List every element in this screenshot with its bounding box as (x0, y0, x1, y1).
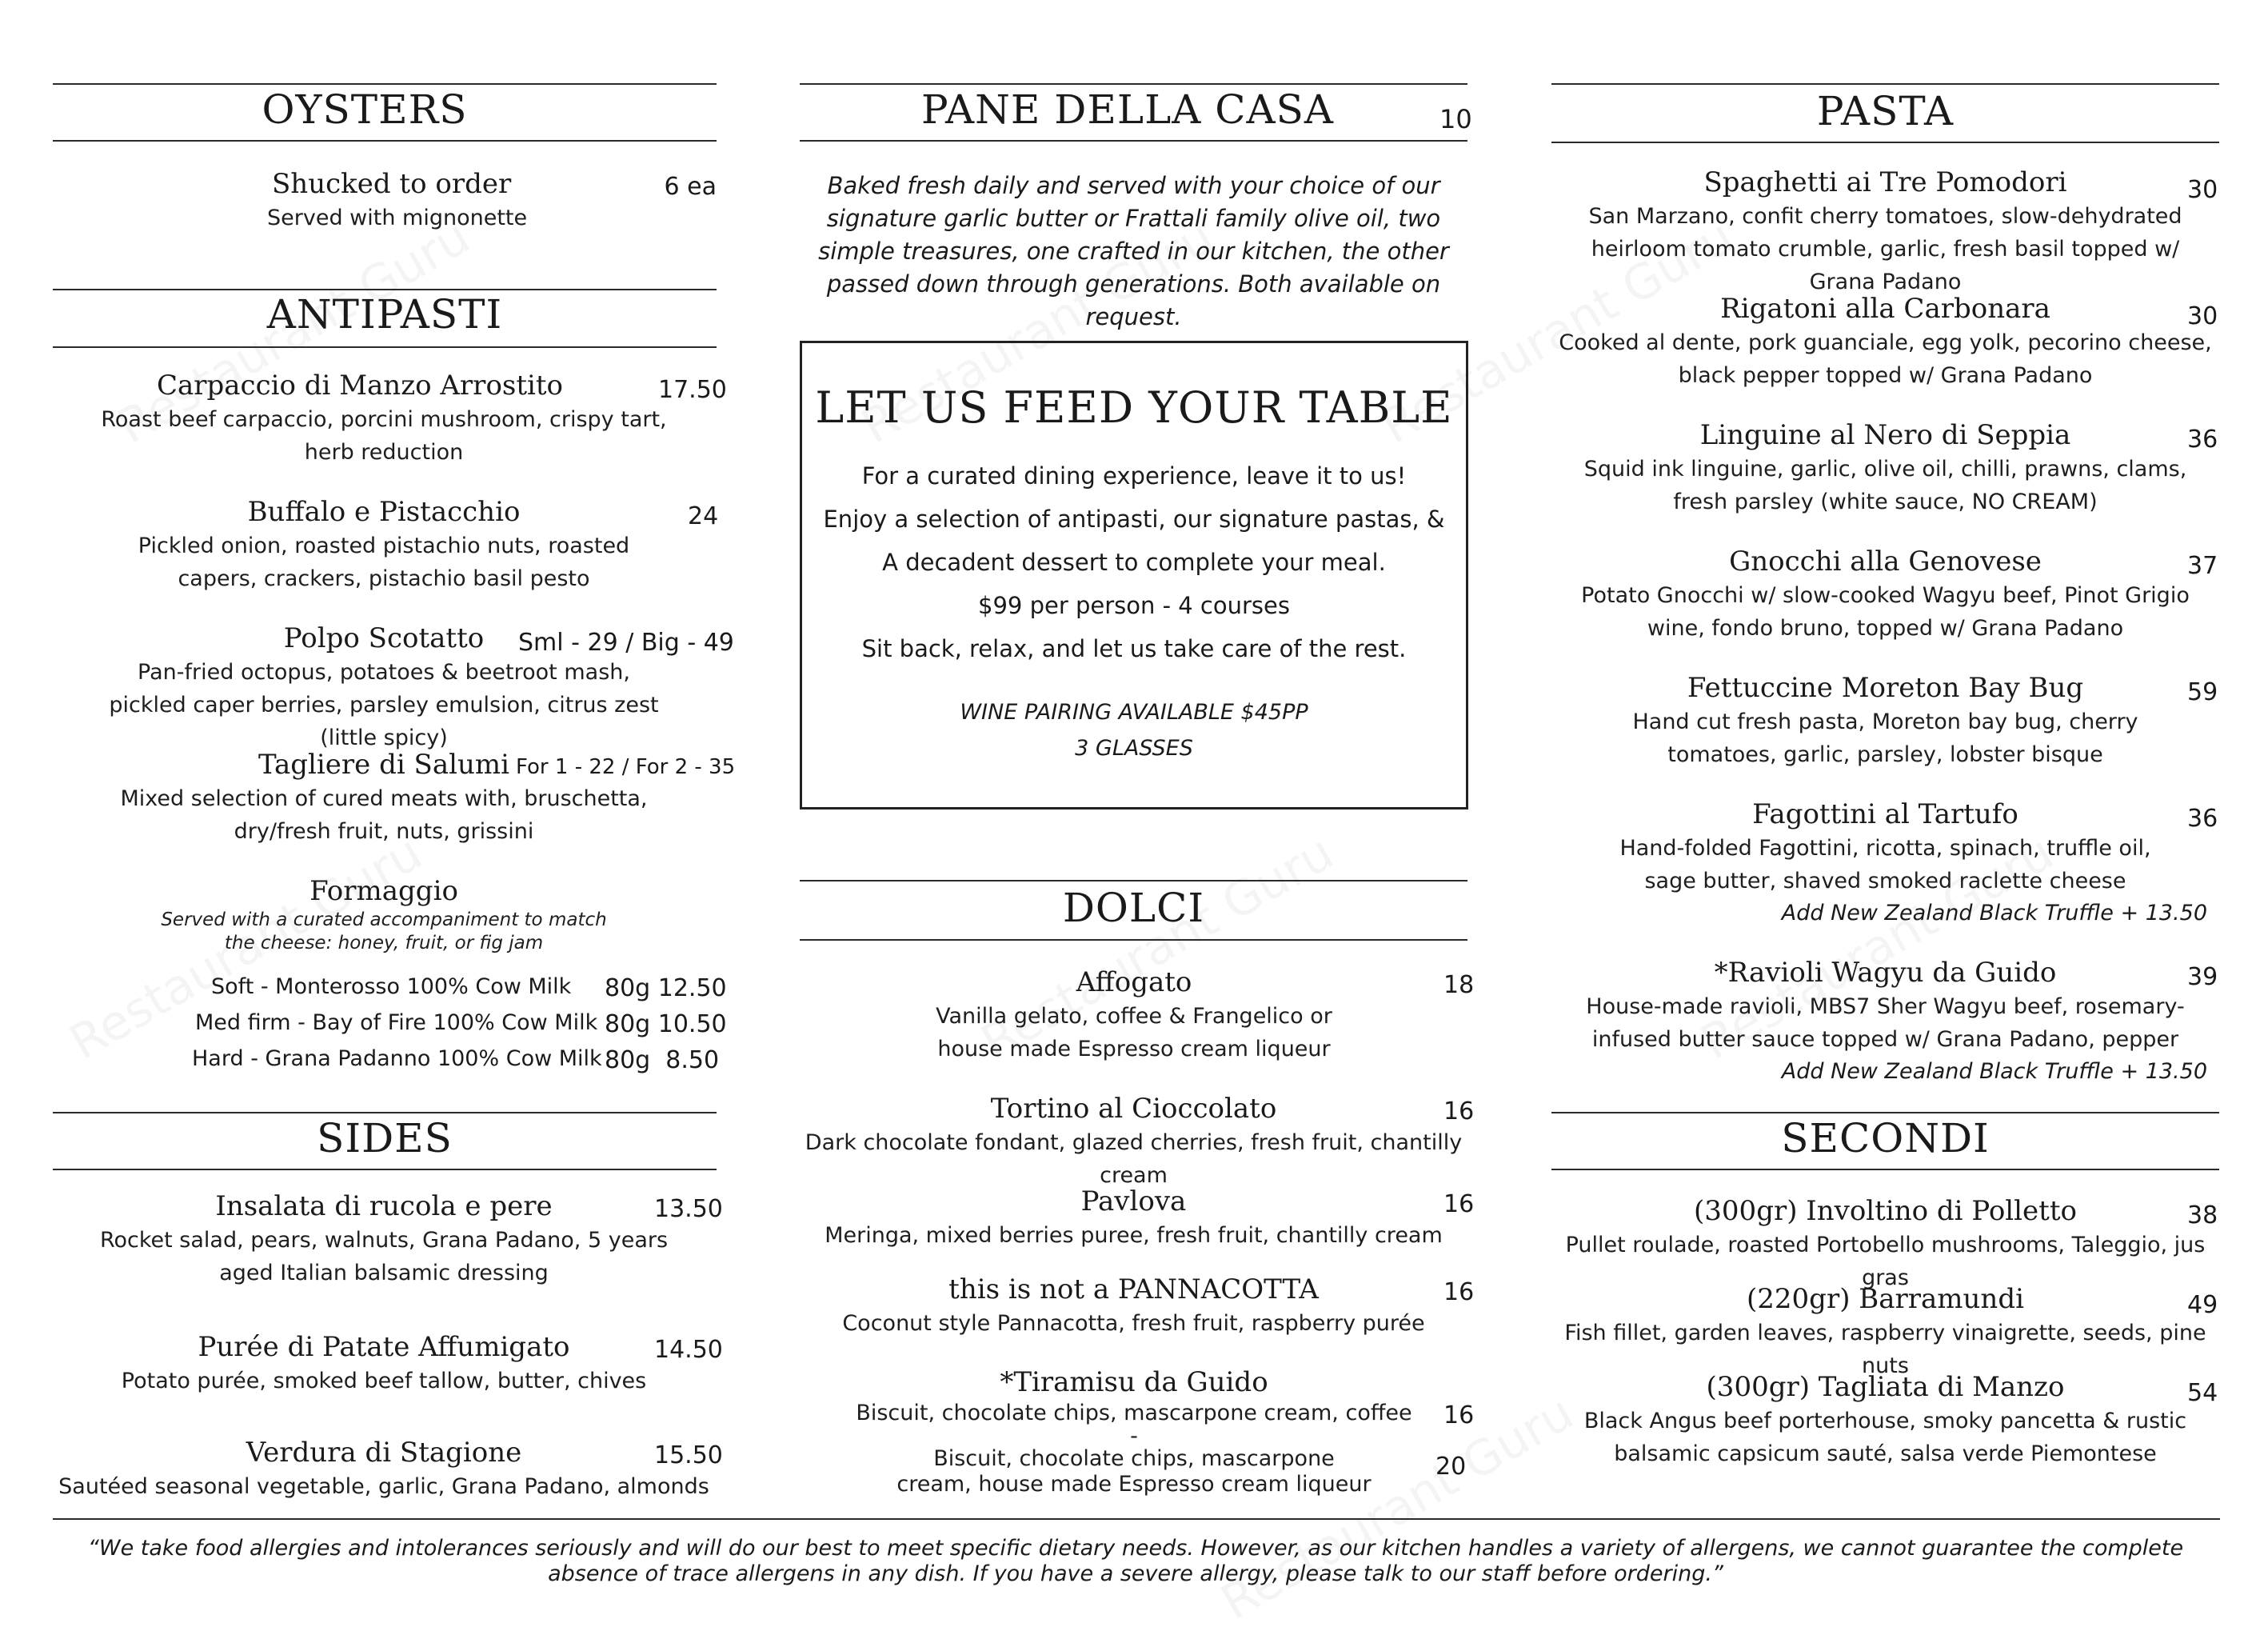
item-description: Pickled onion, roasted pistachio nuts, roasted capers, crackers, pistachio basil pesto (138, 534, 630, 591)
menu-item (800, 1091, 1467, 1192)
item-description: Vanilla gelato, coffee & Frangelico or house made Espresso cream liqueur (936, 1004, 1332, 1061)
divider (53, 140, 717, 142)
item-price: 20 (1435, 1453, 1467, 1481)
item-price: 16 (1443, 1278, 1475, 1306)
item-description: Squid ink linguine, garlic, olive oil, chilli, prawns, clams, fresh parsley (white sauce, NO CREAM) (1583, 457, 2187, 514)
item-price: 18 (1443, 971, 1475, 999)
item-name: Gnocchi alla Genovese (1729, 546, 2042, 578)
item-name: Fagottini al Tartufo (1752, 798, 2018, 830)
item-name: *Tiramisu da Guido (1000, 1366, 1268, 1398)
cheese-price: 80g 8.50 (605, 1046, 720, 1074)
menu-item (56, 1189, 712, 1289)
divider (53, 1169, 717, 1170)
item-description: San Marzano, confit cherry tomatoes, slow-dehydrated heirloom tomato crumble, garlic, fresh basil topped w/ Grana Padano (1588, 204, 2182, 294)
item-price: 30 (2187, 176, 2218, 204)
item-price: 36 (2187, 805, 2218, 833)
item-price: For 1 - 22 / For 2 - 35 (516, 755, 736, 779)
cheese-option: Med firm - Bay of Fire 100% Cow Milk (195, 1010, 598, 1035)
item-description: Hand-folded Fagottini, ricotta, spinach, truffle oil, sage butter, shaved smoked raclette cheese (1619, 836, 2151, 893)
item-name: (300gr) Tagliata di Manzo (1706, 1371, 2065, 1403)
item-name: Affogato (1076, 966, 1192, 998)
item-description: Rocket salad, pears, walnuts, Grana Padano, 5 years aged Italian balsamic dressing (99, 1228, 669, 1285)
divider (53, 289, 717, 290)
item-description: Fish fillet, garden leaves, raspberry vinaigrette, seeds, pine nuts (1564, 1321, 2206, 1378)
divider (800, 880, 1467, 881)
menu-item (848, 965, 1420, 1065)
divider (1551, 1112, 2219, 1113)
feed-line: Enjoy a selection of antipasti, our signature pastas, & (823, 506, 1445, 533)
item-name: (300gr) Involtino di Polletto (1694, 1195, 2077, 1227)
item-description: Pan-fried octopus, potatoes & beetroot mash, pickled caper berries, parsley emulsion, citrus zest (little spicy) (109, 660, 659, 750)
item-separator: - (1130, 1424, 1138, 1449)
item-price: 10 (1439, 104, 1472, 134)
menu-item (64, 494, 704, 595)
divider (800, 83, 1467, 85)
divider (53, 346, 717, 348)
item-price: 24 (688, 502, 719, 530)
item-description: Biscuit, chocolate chips, mascarpone cream, house made Espresso cream liqueur (896, 1446, 1372, 1497)
item-description: Roast beef carpaccio, porcini mushroom, crispy tart, herb reduction (101, 407, 667, 465)
item-description: Cooked al dente, pork guanciale, egg yolk, pecorino cheese, black pepper topped w/ Grana Padano (1559, 330, 2212, 388)
item-name: this is not a PANNACOTTA (948, 1273, 1319, 1305)
menu-item (53, 166, 717, 234)
item-price: 6 ea (664, 173, 717, 201)
menu-item (56, 1435, 712, 1503)
wine-pairing-line: 3 GLASSES (1075, 736, 1193, 761)
item-description: Mixed selection of cured meats with, bruschetta, dry/fresh fruit, nuts, grissini (120, 786, 648, 844)
item-price: 49 (2187, 1291, 2218, 1319)
menu-item (1555, 544, 2215, 645)
item-name: Carpaccio di Manzo Arrostito (156, 370, 564, 402)
feed-lines (800, 454, 1468, 670)
item-price: 54 (2187, 1379, 2218, 1407)
menu-item (800, 1272, 1467, 1340)
item-price: 13.50 (654, 1195, 723, 1223)
item-price: 16 (1443, 1401, 1475, 1429)
item-price: 36 (2187, 426, 2218, 454)
item-description: Potato Gnocchi w/ slow-cooked Wagyu beef, Pinot Grigio wine, fondo bruno, topped w/ Grana Padano (1581, 583, 2190, 641)
allergy-disclaimer: “We take food allergies and intolerances seriously and will do our best to meet specific dietary needs. However, as our kitchen handles a variety of allergens, we cannot guarantee the complete absence of trace allergens in any dish. If you have a severe allergy, please talk to our staff before ordering.” (87, 1536, 2184, 1586)
section-title-secondi: SECONDI (1781, 1115, 1990, 1161)
item-price: 17.50 (658, 376, 727, 404)
cheese-option: Hard - Grana Padanno 100% Cow Milk (192, 1046, 602, 1071)
feed-line: Sit back, relax, and let us take care of the rest. (861, 635, 1407, 662)
menu-item (1555, 418, 2215, 518)
section-title-oysters: OYSTERS (262, 86, 468, 133)
divider (800, 140, 1467, 142)
item-name: Tagliere di Salumi (258, 749, 510, 781)
menu-item (64, 368, 704, 469)
item-name: *Ravioli Wagyu da Guido (1714, 957, 2057, 989)
menu-item (56, 1329, 712, 1397)
item-description: Served with a curated accompaniment to match the cheese: honey, fruit, or fig jam (161, 909, 607, 953)
menu-item (800, 1184, 1467, 1252)
menu-item (1555, 1193, 2215, 1294)
item-name: Buffalo e Pistacchio (247, 496, 521, 528)
feed-line: A decadent dessert to complete your meal. (882, 549, 1386, 576)
item-name: Rigatoni alla Carbonara (1720, 293, 2050, 325)
item-description: Coconut style Pannacotta, fresh fruit, raspberry purée (842, 1311, 1425, 1336)
item-price: 37 (2187, 552, 2218, 580)
feed-line: For a curated dining experience, leave it to us! (861, 462, 1407, 490)
item-description: House-made ravioli, MBS7 Sher Wagyu beef, rosemary-infused butter sauce topped w/ Grana Padano, pepper (1586, 994, 2185, 1052)
item-name: Spaghetti ai Tre Pomodori (1703, 166, 2067, 198)
item-description: Black Angus beef porterhouse, smoky pancetta & rustic balsamic capsicum sauté, salsa verde Piemontese (1583, 1409, 2187, 1466)
menu-item (1555, 797, 2215, 929)
item-price: 15.50 (654, 1441, 723, 1469)
divider (53, 83, 717, 85)
section-title-antipasti: ANTIPASTI (266, 291, 503, 338)
menu-item-tiramisu (848, 1365, 1420, 1497)
item-name: Linguine al Nero di Seppia (1699, 419, 2071, 451)
item-name: Tortino al Cioccolato (990, 1093, 1277, 1125)
section-title-pane: PANE DELLA CASA (920, 86, 1335, 133)
item-price: Sml - 29 / Big - 49 (518, 629, 734, 657)
item-description: Served with mignonette (267, 206, 528, 230)
item-price: 39 (2187, 963, 2218, 991)
feed-title: LET US FEED YOUR TABLE (815, 382, 1453, 433)
item-description: Meringa, mixed berries puree, fresh fruit, chantilly cream (825, 1223, 1443, 1248)
item-description: Biscuit, chocolate chips, mascarpone cream, coffee (856, 1401, 1412, 1425)
cheese-option: Soft - Monterosso 100% Cow Milk (211, 974, 572, 999)
section-title-dolci: DOLCI (1062, 885, 1205, 931)
item-description: Potato purée, smoked beef tallow, butter, chives (121, 1369, 647, 1393)
item-name: Formaggio (309, 875, 458, 907)
divider (1551, 83, 2219, 85)
section-title-pasta: PASTA (1816, 88, 1955, 134)
feed-line: $99 per person - 4 courses (978, 592, 1290, 619)
cheese-price: 80g 12.50 (605, 974, 727, 1002)
item-addon-note: Add New Zealand Black Truffle + 13.50 (1781, 901, 2207, 925)
wine-pairing-line: WINE PAIRING AVAILABLE $45PP (960, 700, 1308, 725)
menu-item (1555, 1369, 2215, 1470)
item-price: 16 (1443, 1190, 1475, 1218)
item-name: Fettuccine Moreton Bay Bug (1687, 672, 2084, 704)
item-price: 59 (2187, 678, 2218, 706)
cheese-price: 80g 10.50 (605, 1010, 727, 1038)
item-name: (220gr) Barramundi (1747, 1283, 2024, 1315)
menu-item (1555, 291, 2215, 392)
item-price: 14.50 (654, 1336, 723, 1364)
item-name: Purée di Patate Affumigato (198, 1331, 570, 1363)
item-name: Shucked to order (272, 168, 512, 200)
item-description: Dark chocolate fondant, glazed cherries, fresh fruit, chantilly cream (805, 1130, 1463, 1188)
item-name: Verdura di Stagione (246, 1437, 522, 1469)
item-price: 30 (2187, 302, 2218, 330)
item-addon-note: Add New Zealand Black Truffle + 13.50 (1781, 1059, 2207, 1084)
item-description: Pullet roulade, roasted Portobello mushrooms, Taleggio, jus gras (1565, 1233, 2206, 1290)
divider (53, 1112, 717, 1113)
pane-description: Baked fresh daily and served with your choice of our signature garlic butter or Frattali family olive oil, two simple treasures, one crafted in our kitchen, the other passed down through generations. Both available on request. (818, 172, 1449, 330)
divider (1551, 142, 2219, 143)
item-price: 16 (1443, 1097, 1475, 1125)
wine-pairing (800, 694, 1468, 766)
item-name: Polpo Scotatto (283, 622, 485, 654)
menu-item (1555, 165, 2215, 298)
item-description: Hand cut fresh pasta, Moreton bay bug, cherry tomatoes, garlic, parsley, lobster bisque (1632, 710, 2138, 767)
divider (1551, 1169, 2219, 1170)
divider (800, 939, 1467, 941)
item-price: 38 (2187, 1201, 2218, 1229)
menu-item (1555, 955, 2215, 1088)
menu-item (1555, 670, 2215, 771)
footer-divider (53, 1518, 2220, 1520)
item-description: Sautéed seasonal vegetable, garlic, Grana Padano, almonds (58, 1474, 709, 1499)
item-name: Insalata di rucola e pere (215, 1190, 553, 1222)
menu-item (1555, 1281, 2215, 1382)
menu-item-formaggio (64, 873, 704, 955)
section-title-sides: SIDES (317, 1115, 453, 1161)
item-name: Pavlova (1080, 1185, 1187, 1217)
